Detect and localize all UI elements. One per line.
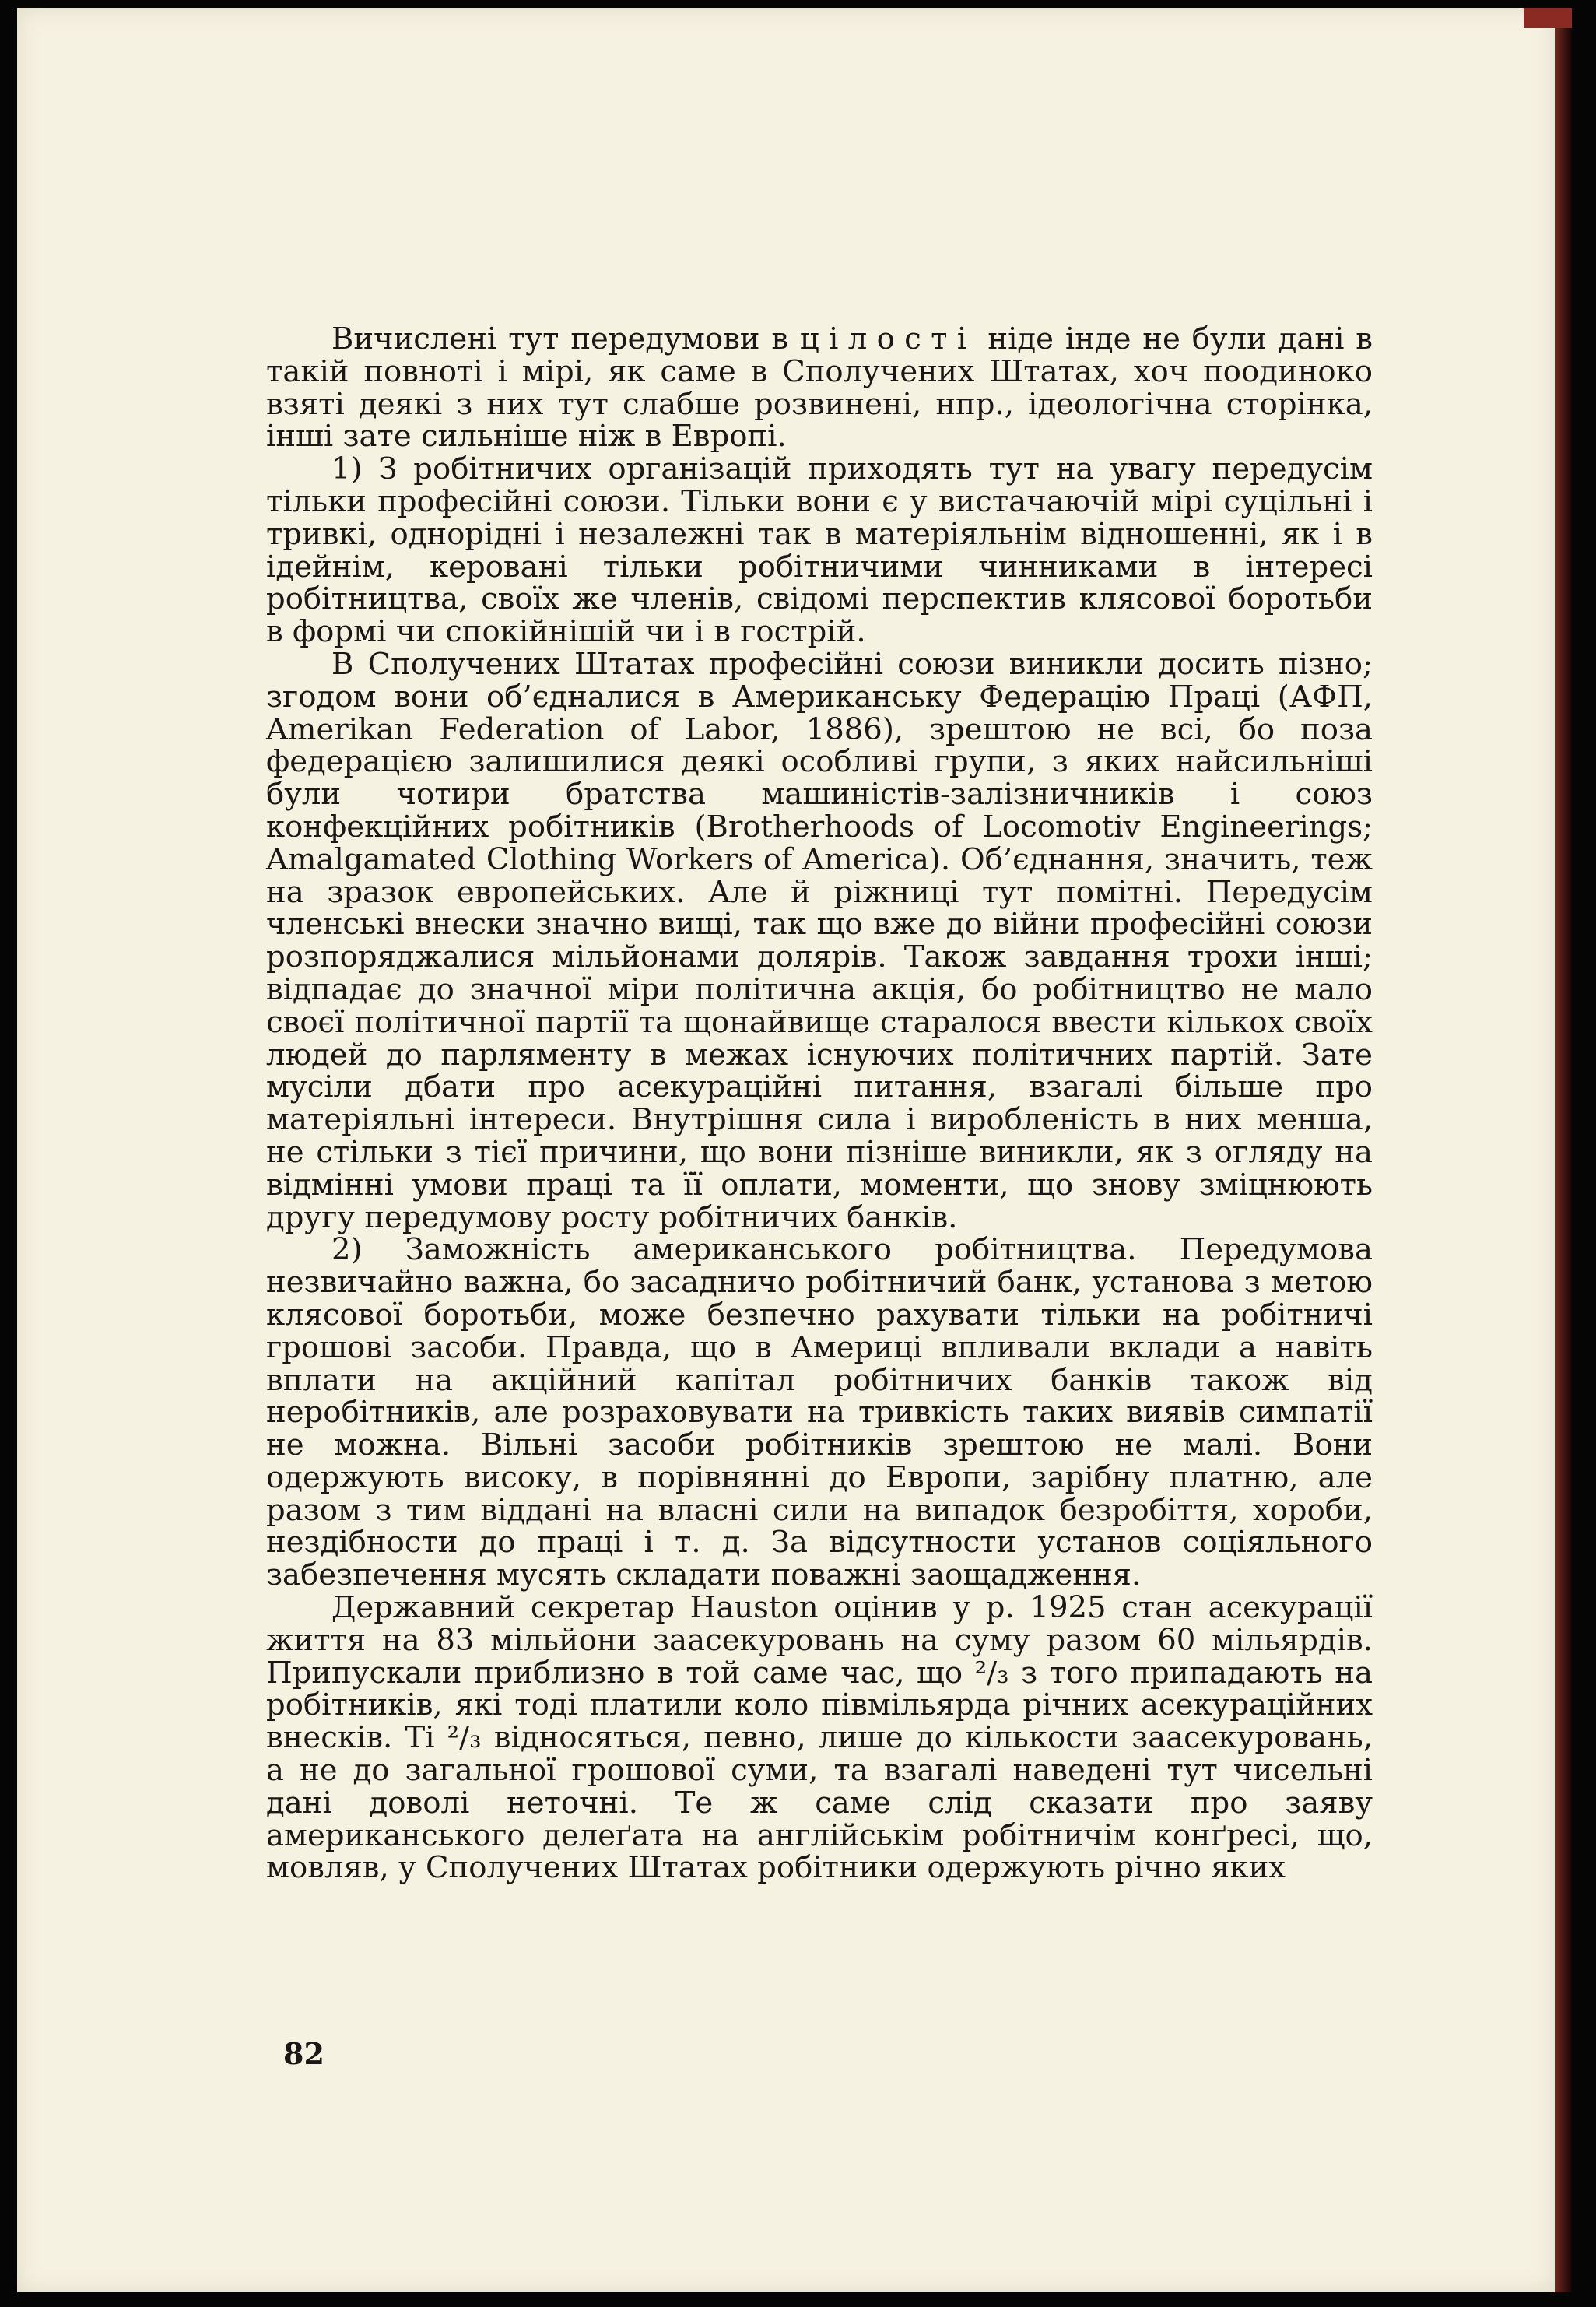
paragraph-4: 2) Заможність американського робітництва. Передумова незвичайно важна, бо засадничо робітничий банк, установа з метою клясової боротьби, може безпечно рахувати тільки на робітничі грошові засоби. Правда, що в Америці впливали вклади а навіть вплати на акційний капітал робітничих банків також від неробітників, але розраховувати на тривкість таких виявів симпатії не можна. Вільні засоби робітників зрештою не малі. Вони одержують високу, в порівнянні до Европи, зарібну платню, але разом з тим віддані на власні сили на випадок безробіття, хороби, нездібности до праці і т. д. За відсутности установ соціяльного забезпечення мусять складати поважні заощадження. (266, 1232, 1373, 1593)
book-edge-mark (1524, 8, 1572, 28)
paragraph-5: Державний секретар Hauston оцінив у р. 1925 стан асекурації життя на 83 мільйони заасекуровань на суму разом 60 мільярдів. Припускали приблизно в той саме час, що ²/₃ з того припадають на робітників, які тоді платили коло півмільярда річних асекураційних внесків. Ті ²/₃ відносяться, певно, лише до кількости заасекуровань, а не до загальної грошової суми, та взагалі наведені тут чисельні дані доволі неточні. Те ж саме слід сказати про заяву американського делеґата на англійськім робітничім конґресі, що, мовляв, у Сполучених Штатах робітники одержують річно яких (266, 1590, 1373, 1886)
emphasized-word: цілості (799, 321, 977, 356)
body-text (266, 323, 1373, 1884)
paragraph-3: В Сполучених Штатах професійні союзи виникли досить пізно; згодом вони об’єдналися в Американську Федерацію Праці (АФП, Amerikan Federation of Labor, 1886), зрештою не всі, бо поза федерацією залишилися деякі особливі групи, з яких найсильніші були чотири братства машиністів-залізничників і союз конфекційних робітників (Brotherhoods of Locomotiv Engineerings; Amalgamated Clothing Workers of America). Об’єднання, значить, теж на зразок европейських. Але й ріжниці тут помітні. Передусім членські внески значно вищі, так що вже до війни професійні союзи розпоряджалися мільйонами долярів. Також завдання трохи інші; відпадає до значної міри політична акція, бо робітництво не мало своєї політичної партії та щонайвище старалося ввести кількох своїх людей до парляменту в межах існуючих політичних партій. Зате мусіли дбати про асекураційні питання, взагалі більше про матеріяльні інтереси. Внутрішня сила і виробленість в них менша, не стільки з тієї причини, що вони пізніше виникли, як з огляду на відмінні умови праці та її оплати, моменти, що знову зміцнюють другу передумову росту робітничих банків. (266, 646, 1373, 1235)
paragraph-2: 1) З робітничих організацій приходять тут на увагу передусім тільки професійні союзи. Тільки вони є у вистачаючій мірі суцільні і тривкі, однорідні і незалежні так в матеріяльнім відношенні, як і в ідейнім, керовані тільки робітничими чинниками в інтересі робітництва, своїх же членів, свідомі перспектив клясової боротьби в формі чи спокійнішій чи і в гострій. (266, 451, 1373, 650)
paragraph-1: Вичислені тут передумови в цілості ніде інде не були дані в такій повноті і мірі, як саме в Сполучених Штатах, хоч поодиноко взяті деякі з них тут слабше розвинені, нпр., ідеологічна сторінка, інші зате сильніше ніж в Европі. (266, 321, 1373, 455)
page-number: 82 (283, 2036, 324, 2071)
book-edge (1555, 8, 1572, 2292)
